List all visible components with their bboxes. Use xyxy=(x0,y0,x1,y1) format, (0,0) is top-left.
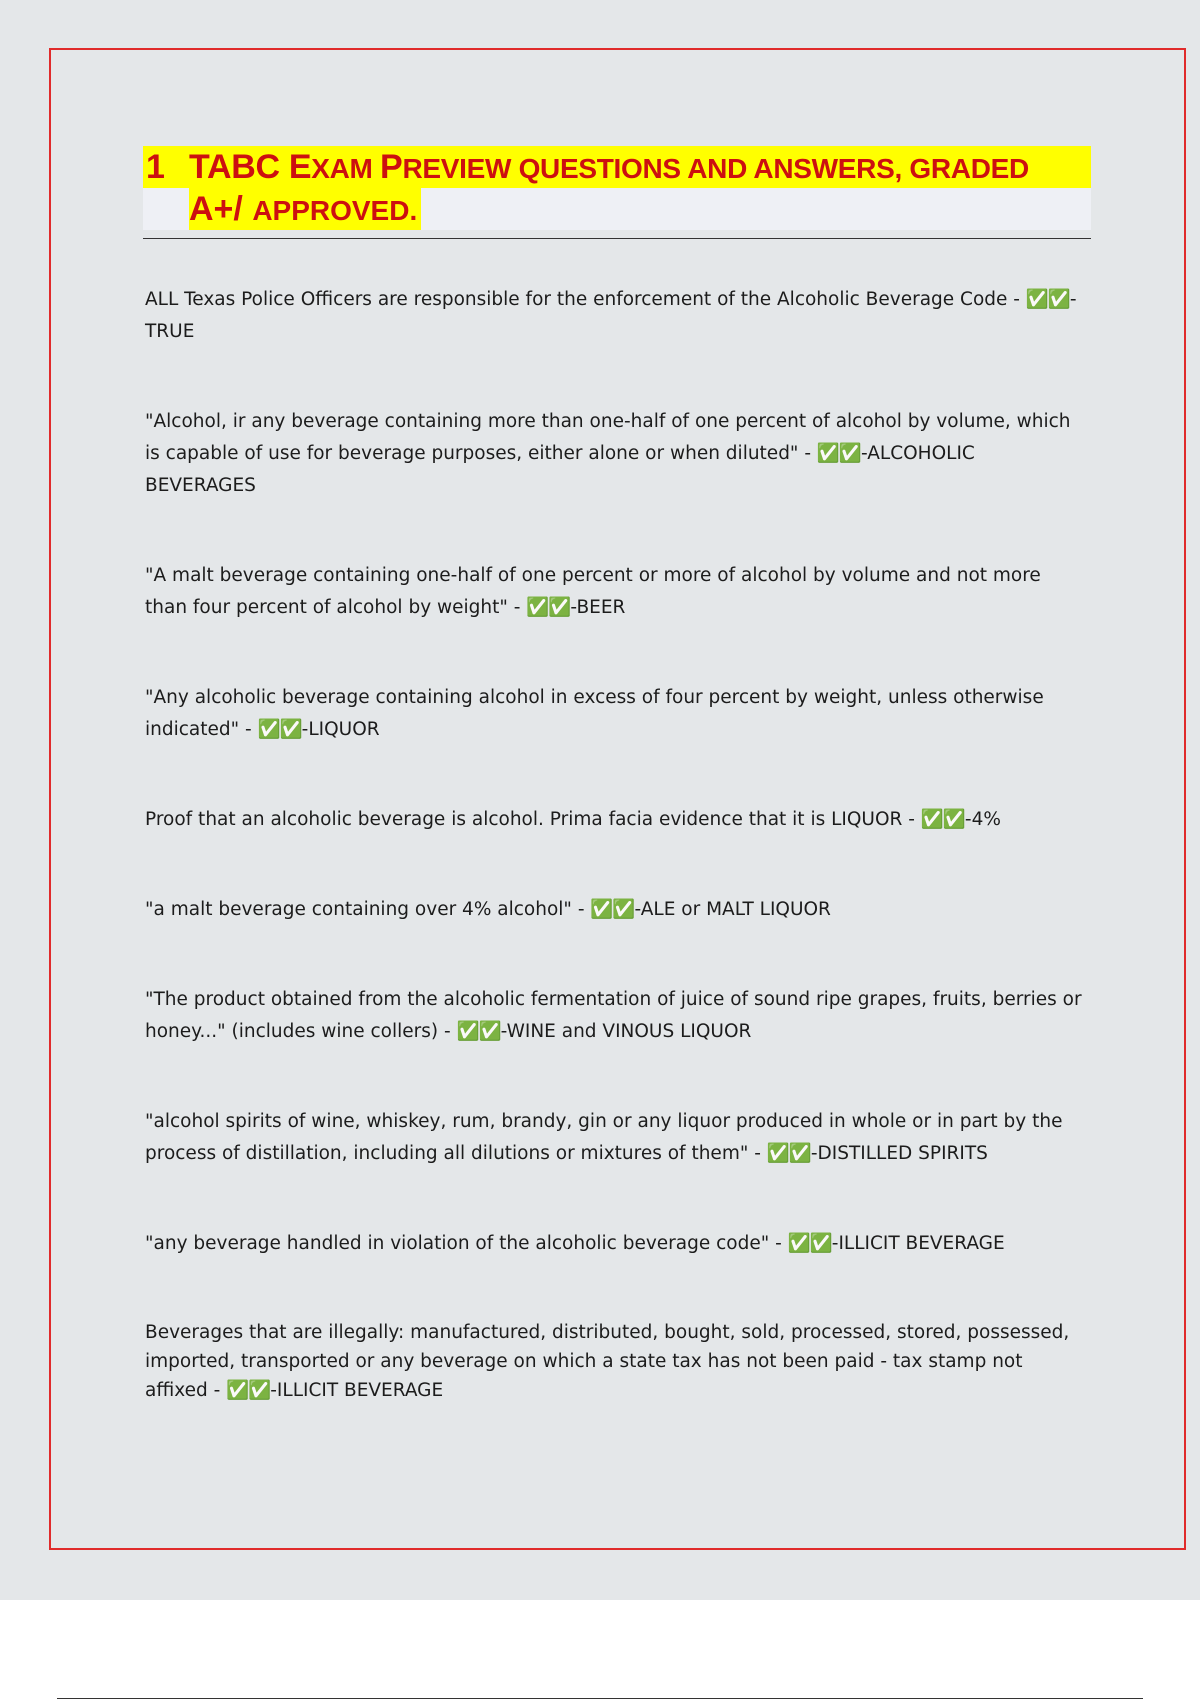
qa-question: "Alcohol, ir any beverage containing more than one-half of one percent of alcohol by volume, which is capable of use for beverage purposes, either alone or when diluted" - xyxy=(145,411,1071,464)
document-heading xyxy=(143,146,1091,230)
qa-item xyxy=(145,1318,1085,1405)
qa-item xyxy=(145,406,1085,502)
qa-answer: -WINE and VINOUS LIQUOR xyxy=(500,1021,752,1042)
qa-answer: -ALE or MALT LIQUOR xyxy=(634,899,831,920)
qa-item xyxy=(145,1228,1085,1260)
qa-item xyxy=(145,1106,1085,1170)
qa-list xyxy=(145,284,1085,1463)
qa-item xyxy=(145,682,1085,746)
double-check-icon: ✅✅ xyxy=(766,1143,811,1164)
double-check-icon: ✅✅ xyxy=(920,809,965,830)
double-check-icon: ✅✅ xyxy=(1025,289,1070,310)
qa-answer: -DISTILLED SPIRITS xyxy=(810,1143,988,1164)
heading-part: TABC E xyxy=(189,148,312,186)
qa-question: "a malt beverage containing over 4% alcohol" - xyxy=(145,899,591,920)
qa-answer: -TRUE xyxy=(145,289,1077,342)
double-check-icon: ✅✅ xyxy=(257,719,302,740)
double-check-icon: ✅✅ xyxy=(787,1233,832,1254)
qa-item xyxy=(145,984,1085,1048)
heading-part: REVIEW QUESTIONS AND ANSWERS, GRADED xyxy=(402,153,1029,184)
qa-item xyxy=(145,560,1085,624)
heading-part: A+/ xyxy=(189,190,253,228)
heading-title-line-2 xyxy=(189,188,421,230)
double-check-icon: ✅✅ xyxy=(456,1021,501,1042)
qa-answer: -BEER xyxy=(570,597,626,618)
heading-underline xyxy=(143,238,1091,239)
qa-answer: -ALCOHOLIC BEVERAGES xyxy=(145,443,975,496)
heading-part: P xyxy=(380,148,403,186)
heading-part: XAM xyxy=(311,153,381,184)
qa-question: "The product obtained from the alcoholic fermentation of juice of sound ripe grapes, fruits, berries or honey..." (includes wine collers) - xyxy=(145,989,1082,1042)
qa-question: "any beverage handled in violation of the alcoholic beverage code" - xyxy=(145,1233,788,1254)
qa-question: "A malt beverage containing one-half of one percent or more of alcohol by volume and not more than four percent of alcohol by weight" - xyxy=(145,565,1041,618)
qa-question: Proof that an alcoholic beverage is alcohol. Prima facia evidence that it is LIQUOR - xyxy=(145,809,921,830)
qa-question: "Any alcoholic beverage containing alcohol in excess of four percent by weight, unless otherwise indicated" - xyxy=(145,687,1044,740)
double-check-icon: ✅✅ xyxy=(526,597,571,618)
qa-answer: -LIQUOR xyxy=(301,719,380,740)
heading-line-2 xyxy=(143,188,1091,230)
heading-part: APPROVED. xyxy=(252,195,418,226)
qa-item xyxy=(145,894,1085,926)
qa-item xyxy=(145,804,1085,836)
qa-question: "alcohol spirits of wine, whiskey, rum, brandy, gin or any liquor produced in whole or in part by the process of distillation, including all dilutions or mixtures of them" - xyxy=(145,1111,1063,1164)
double-check-icon: ✅✅ xyxy=(226,1380,271,1401)
qa-item xyxy=(145,284,1085,348)
heading-line-1 xyxy=(143,146,1091,188)
qa-answer: -ILLICIT BEVERAGE xyxy=(270,1380,444,1401)
qa-question: Beverages that are illegally: manufactured, distributed, bought, sold, processed, stored, possessed, imported, transported or any beverage on which a state tax has not been paid - tax stamp not affixed - xyxy=(145,1322,1070,1401)
footer-rule xyxy=(57,1698,1143,1699)
qa-question: ALL Texas Police Officers are responsible for the enforcement of the Alcoholic Beverage Code - xyxy=(145,289,1026,310)
qa-answer: -ILLICIT BEVERAGE xyxy=(831,1233,1005,1254)
heading-title-line-1 xyxy=(189,148,1029,188)
heading-number: 1 xyxy=(146,148,165,186)
double-check-icon: ✅✅ xyxy=(816,443,861,464)
double-check-icon: ✅✅ xyxy=(590,899,635,920)
qa-answer: -4% xyxy=(964,809,1001,830)
